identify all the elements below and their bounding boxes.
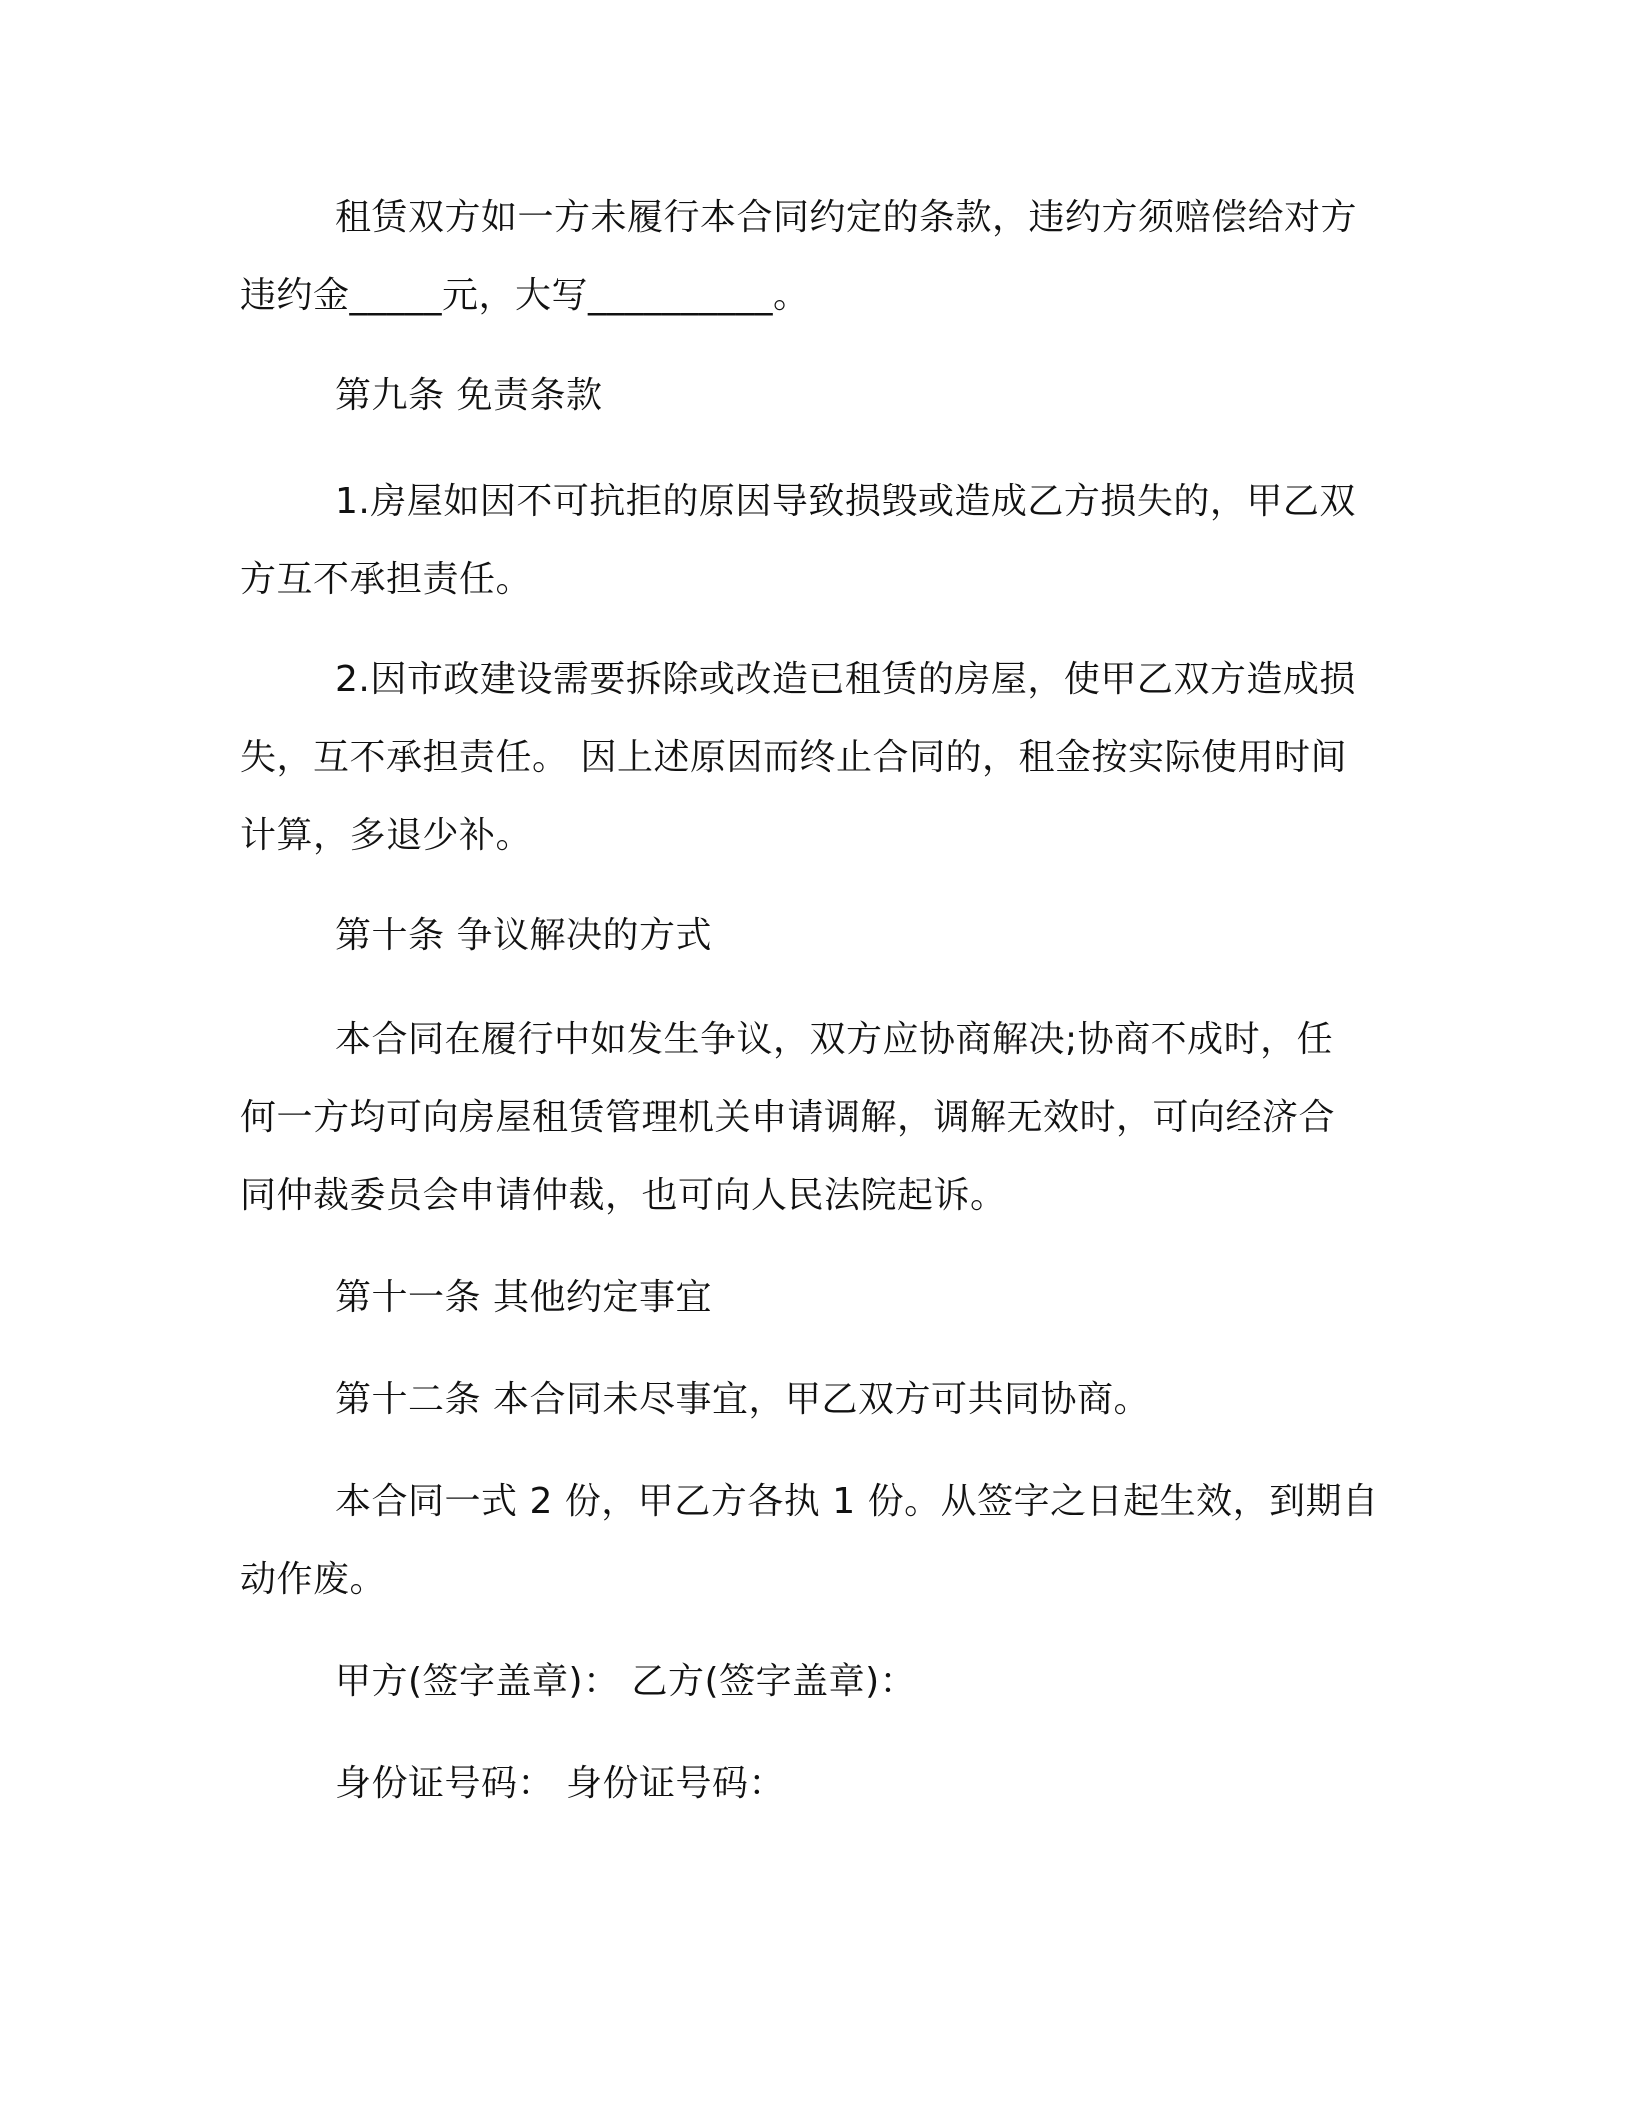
dispute-clause-line-2: 何一方均可向房屋租赁管理机关申请调解，调解无效时，可向经济合: [240, 1097, 1336, 1138]
penalty-clause-line-2: 违约金_____元，大写__________。: [240, 275, 810, 316]
article-10-heading: 第十条 争议解决的方式: [335, 915, 712, 956]
article-11-heading: 第十一条 其他约定事宜: [335, 1277, 712, 1318]
exemption-item-2-line-2: 失，互不承担责任。 因上述原因而终止合同的，租金按实际使用时间: [240, 737, 1347, 778]
article-9-heading: 第九条 免责条款: [335, 375, 603, 416]
exemption-item-1-line-1: 1.房屋如因不可抗拒的原因导致损毁或造成乙方损失的，甲乙双: [335, 481, 1356, 522]
penalty-clause-line-1: 租赁双方如一方未履行本合同约定的条款，违约方须赔偿给对方: [335, 197, 1358, 238]
copies-clause-line-1: 本合同一式 2 份，甲乙方各执 1 份。从签字之日起生效，到期自: [335, 1481, 1379, 1522]
exemption-item-1-line-2: 方互不承担责任。: [240, 559, 533, 600]
copies-clause-line-2: 动作废。: [240, 1559, 387, 1600]
signature-line: 甲方(签字盖章)： 乙方(签字盖章)：: [335, 1661, 917, 1702]
dispute-clause-line-3: 同仲裁委员会申请仲裁，也可向人民法院起诉。: [240, 1175, 1007, 1216]
exemption-item-2-line-1: 2.因市政建设需要拆除或改造已租赁的房屋，使甲乙双方造成损: [335, 659, 1356, 700]
id-number-line: 身份证号码： 身份证号码：: [335, 1763, 785, 1804]
article-12-heading: 第十二条 本合同未尽事宜，甲乙双方可共同协商。: [335, 1379, 1150, 1420]
exemption-item-2-line-3: 计算，多退少补。: [240, 815, 533, 856]
dispute-clause-line-1: 本合同在履行中如发生争议，双方应协商解决;协商不成时，任: [335, 1019, 1334, 1060]
